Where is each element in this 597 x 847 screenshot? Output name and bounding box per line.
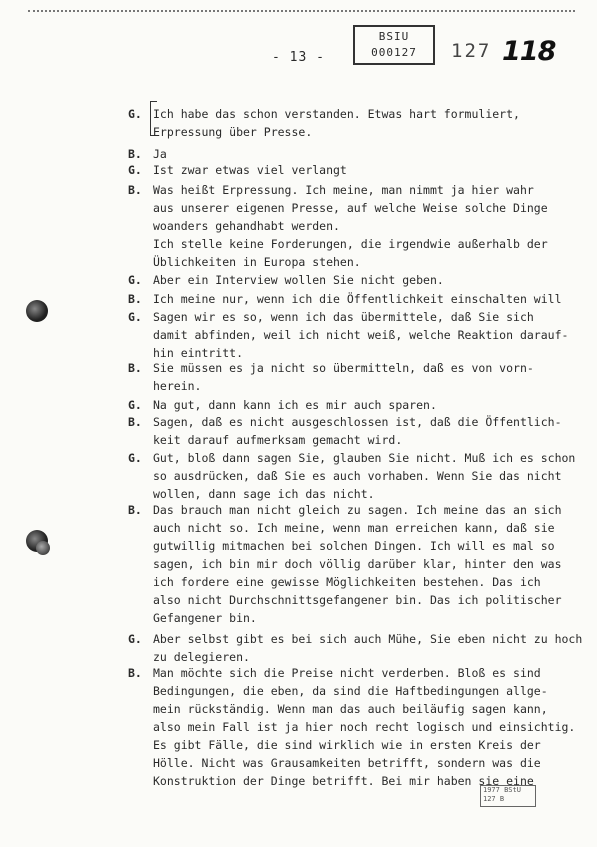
dialogue-line: auch nicht so. Ich meine, wenn man erreichen kann, daß sie	[153, 521, 555, 535]
dialogue-line: also mein Fall ist ja hier noch recht logisch und einsichtig.	[153, 720, 576, 734]
dialogue-line: zu delegieren.	[153, 650, 250, 664]
footer-stamp-line: 127 B	[483, 795, 505, 803]
dialogue-line: Hölle. Nicht was Grausamkeiten betrifft, sondern was die	[153, 756, 541, 770]
footer-stamp-line: 1977 BStU	[483, 786, 521, 794]
dialogue-line: wollen, dann sage ich das nicht.	[153, 487, 375, 501]
page-number: - 13 -	[272, 50, 325, 65]
dialogue-line: damit abfinden, weil ich nicht weiß, welche Reaktion darauf-	[153, 328, 569, 342]
dialogue-line: Sagen, daß es nicht ausgeschlossen ist, daß die Öffentlich-	[153, 415, 562, 429]
dialogue-line: Erpressung über Presse.	[153, 125, 313, 139]
dialogue-line: Ich meine nur, wenn ich die Öffentlichkeit einschalten will	[153, 292, 562, 306]
punch-hole-top	[26, 300, 48, 322]
dialogue-line: Aber ein Interview wollen Sie nicht geben.	[153, 273, 444, 287]
footer-archive-stamp	[480, 785, 536, 807]
speaker-label: G.	[128, 107, 142, 121]
dialogue-line: Üblichkeiten in Europa stehen.	[153, 255, 361, 269]
dialogue-line: Gefangener bin.	[153, 611, 257, 625]
dialogue-line: Sie müssen es ja nicht so übermitteln, daß es von vorn-	[153, 361, 534, 375]
dialogue-line: mein rückständig. Wenn man das auch beiläufig sagen kann,	[153, 702, 548, 716]
dialogue-line: keit darauf aufmerksam gemacht wird.	[153, 433, 403, 447]
speaker-label: G.	[128, 273, 142, 287]
dialogue-line: hin eintritt.	[153, 346, 244, 360]
speaker-label: G.	[128, 451, 142, 465]
dialogue-line: ich fordere eine gewisse Möglichkeiten bestehen. Das ich	[153, 575, 541, 589]
dialogue-line: Aber selbst gibt es bei sich auch Mühe, Sie eben nicht zu hoch	[153, 632, 583, 646]
dialogue-line: sagen, ich bin mir doch völlig darüber klar, hinter den was	[153, 557, 562, 571]
punch-hole-shadow	[36, 541, 50, 555]
dialogue-line: also nicht Durchschnittsgefangener bin. Das ich politischer	[153, 593, 562, 607]
dialogue-line: gutwillig mitmachen bei solchen Dingen. Ich will es mal so	[153, 539, 555, 553]
speaker-label: B.	[128, 147, 142, 161]
archive-stamp	[353, 25, 435, 65]
top-perforation-border	[28, 10, 575, 12]
dialogue-line: Was heißt Erpressung. Ich meine, man nimmt ja hier wahr	[153, 183, 534, 197]
speaker-label: G.	[128, 632, 142, 646]
dialogue-line: herein.	[153, 379, 202, 393]
typed-folio-number: 127	[451, 40, 492, 62]
speaker-label: G.	[128, 398, 142, 412]
dialogue-line: Sagen wir es so, wenn ich das übermittele, daß Sie sich	[153, 310, 534, 324]
dialogue-line: Ja	[153, 147, 167, 161]
dialogue-line: Bedingungen, die eben, da sind die Haftbedingungen allge-	[153, 684, 548, 698]
dialogue-line: Es gibt Fälle, die sind wirklich wie in ersten Kreis der	[153, 738, 541, 752]
dialogue-line: woanders gehandhabt werden.	[153, 219, 340, 233]
speaker-label: B.	[128, 666, 142, 680]
dialogue-line: Ist zwar etwas viel verlangt	[153, 163, 347, 177]
stamp-number: 000127	[371, 46, 417, 59]
dialogue-line: Konstruktion der Dinge betrifft. Bei mir haben sie eine	[153, 774, 534, 788]
dialogue-line: Gut, bloß dann sagen Sie, glauben Sie nicht. Muß ich es schon	[153, 451, 576, 465]
speaker-label: B.	[128, 292, 142, 306]
speaker-label: G.	[128, 163, 142, 177]
dialogue-line: aus unserer eigenen Presse, auf welche Weise solche Dinge	[153, 201, 548, 215]
speaker-label: G.	[128, 310, 142, 324]
dialogue-line: Das brauch man nicht gleich zu sagen. Ich meine das an sich	[153, 503, 562, 517]
speaker-label: B.	[128, 503, 142, 517]
dialogue-line: Na gut, dann kann ich es mir auch sparen.	[153, 398, 437, 412]
speaker-label: B.	[128, 183, 142, 197]
dialogue-line: Ich habe das schon verstanden. Etwas hart formuliert,	[153, 107, 520, 121]
dialogue-line: Ich stelle keine Forderungen, die irgendwie außerhalb der	[153, 237, 548, 251]
stamp-label: BSIU	[378, 30, 410, 43]
dialogue-line: so ausdrücken, daß Sie es auch vorhaben. Wenn Sie das nicht	[153, 469, 562, 483]
handwritten-folio-number: 118	[502, 36, 556, 67]
speaker-label: B.	[128, 415, 142, 429]
dialogue-line: Man möchte sich die Preise nicht verderben. Bloß es sind	[153, 666, 541, 680]
speaker-label: B.	[128, 361, 142, 375]
